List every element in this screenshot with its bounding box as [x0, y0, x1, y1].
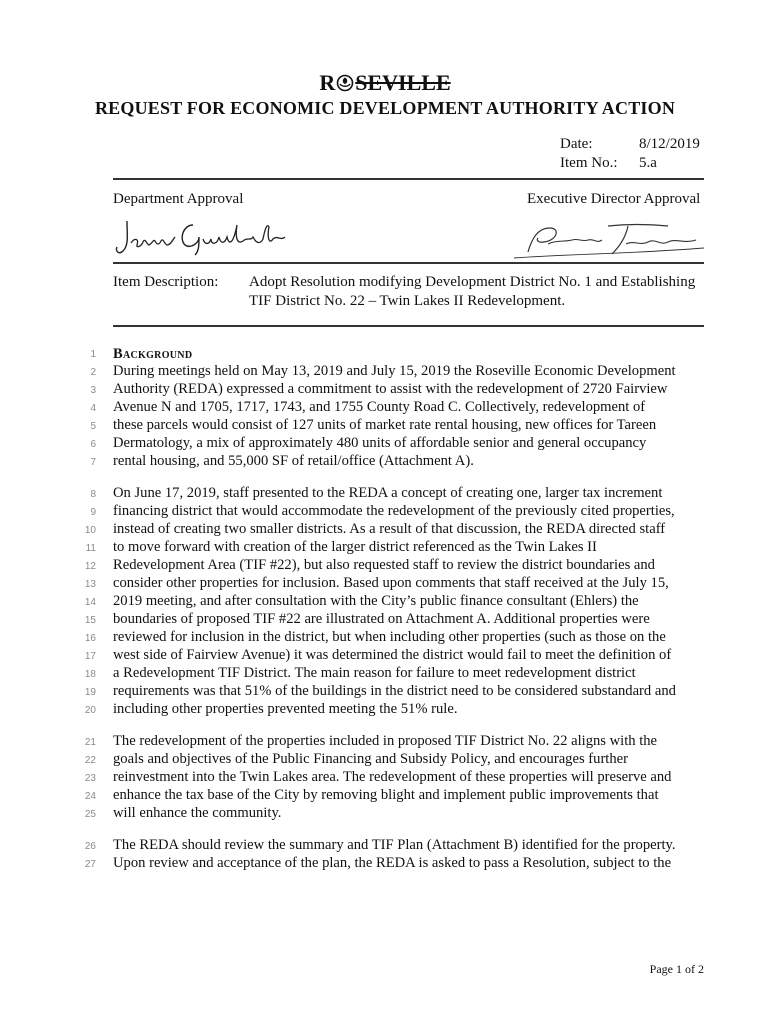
divider-top	[113, 178, 704, 180]
line-number: 17	[84, 651, 96, 662]
body-line: The REDA should review the summary and TIF Plan (Attachment B) identified for the property.	[113, 837, 676, 853]
line-number: 21	[84, 737, 96, 748]
body-line: On June 17, 2019, staff presented to the REDA a concept of creating one, larger tax increment	[113, 485, 663, 501]
line-number: 16	[84, 633, 96, 644]
date-value: 8/12/2019	[639, 136, 700, 152]
line-number: 10	[84, 525, 96, 536]
section-heading: Background	[113, 346, 193, 362]
body-line: Avenue N and 1705, 1717, 1743, and 1755 County Road C. Collectively, redevelopment of	[113, 399, 646, 415]
item-description-line-1: Adopt Resolution modifying Development District No. 1 and Establishing	[249, 274, 696, 290]
line-number: 22	[84, 755, 96, 766]
body-line: Authority (REDA) expressed a commitment to assist with the redevelopment of 2720 Fairview	[113, 381, 668, 397]
line-number: 18	[84, 669, 96, 680]
line-number: 26	[84, 841, 96, 852]
line-number: 7	[90, 457, 96, 468]
body-line: reinvestment into the Twin Lakes area. The redevelopment of these properties will preserve and	[113, 769, 672, 785]
line-number: 6	[90, 439, 96, 450]
body-line: including other properties prevented meeting the 51% rule.	[113, 701, 458, 717]
body-line: financing district that would accommodate the redevelopment of the previously cited properties,	[113, 503, 675, 519]
rose-icon	[336, 74, 354, 92]
department-approval-label: Department Approval	[113, 191, 244, 207]
body-line: reviewed for inclusion in the district, but when including other properties (such as those on the	[113, 629, 666, 645]
body-line: rental housing, and 55,000 SF of retail/office (Attachment A).	[113, 453, 474, 469]
item-description-label: Item Description:	[113, 274, 219, 290]
line-number: 24	[84, 791, 96, 802]
body-line: 2019 meeting, and after consultation with the City’s public finance consultant (Ehlers) the	[113, 593, 639, 609]
logo-text: SEVILLE	[355, 70, 451, 95]
item-no-value: 5.a	[639, 155, 657, 171]
line-number: 14	[84, 597, 96, 608]
line-number: 3	[90, 385, 96, 396]
line-number: 2	[90, 367, 96, 378]
item-description-line-2: TIF District No. 22 – Twin Lakes II Redevelopment.	[249, 293, 566, 309]
department-signature	[113, 215, 293, 259]
roseville-logo	[0, 70, 770, 96]
body-line: consider other properties for inclusion. Based upon comments that staff received at the July 15,	[113, 575, 669, 591]
body-line: enhance the tax base of the City by removing blight and implement public improvements that	[113, 787, 659, 803]
body-line: Dermatology, a mix of approximately 480 units of affordable senior and general occupancy	[113, 435, 647, 451]
line-number: 4	[90, 403, 96, 414]
body-line: to move forward with creation of the larger district referenced as the Twin Lakes II	[113, 539, 597, 555]
line-number: 15	[84, 615, 96, 626]
executive-signature	[508, 218, 704, 260]
line-number: 1	[90, 349, 96, 360]
executive-approval-label: Executive Director Approval	[527, 191, 701, 207]
logo-letter-r: R	[319, 70, 336, 95]
line-number: 25	[84, 809, 96, 820]
divider-approvals	[113, 262, 704, 264]
body-line: boundaries of proposed TIF #22 are illustrated on Attachment A. Additional properties were	[113, 611, 650, 627]
line-number: 27	[84, 859, 96, 870]
line-number: 11	[85, 543, 96, 554]
date-label: Date:	[560, 136, 593, 152]
body-line: will enhance the community.	[113, 805, 282, 821]
body-line: The redevelopment of the properties included in proposed TIF District No. 22 aligns with the	[113, 733, 658, 749]
divider-description	[113, 325, 704, 327]
body-line: Redevelopment Area (TIF #22), but also requested staff to review the district boundaries and	[113, 557, 655, 573]
line-number: 13	[84, 579, 96, 590]
line-number: 9	[90, 507, 96, 518]
body-line: requirements was that 51% of the buildings in the district need to be considered substandard and	[113, 683, 676, 699]
item-no-label: Item No.:	[560, 155, 618, 171]
line-number: 12	[84, 561, 96, 572]
line-number: 19	[84, 687, 96, 698]
line-number: 5	[90, 421, 96, 432]
body-line: Upon review and acceptance of the plan, the REDA is asked to pass a Resolution, subject to the	[113, 855, 672, 871]
line-number: 8	[90, 489, 96, 500]
page-number: Page 1 of 2	[649, 962, 704, 976]
body-line: west side of Fairview Avenue) it was determined the district would fail to meet the definition of	[113, 647, 672, 663]
line-number: 23	[84, 773, 96, 784]
body-line: a Redevelopment TIF District. The main reason for failure to meet redevelopment district	[113, 665, 636, 681]
page-title: REQUEST FOR ECONOMIC DEVELOPMENT AUTHORITY ACTION	[94, 98, 676, 118]
body-line: these parcels would consist of 127 units of market rate rental housing, new offices for Tareen	[113, 417, 657, 433]
body-line: During meetings held on May 13, 2019 and July 15, 2019 the Roseville Economic Development	[113, 363, 676, 379]
body-line: instead of creating two smaller districts. As a result of that discussion, the REDA directed staff	[113, 521, 666, 537]
line-number: 20	[84, 705, 96, 716]
body-line: goals and objectives of the Public Financing and Subsidy Policy, and encourages further	[113, 751, 628, 767]
